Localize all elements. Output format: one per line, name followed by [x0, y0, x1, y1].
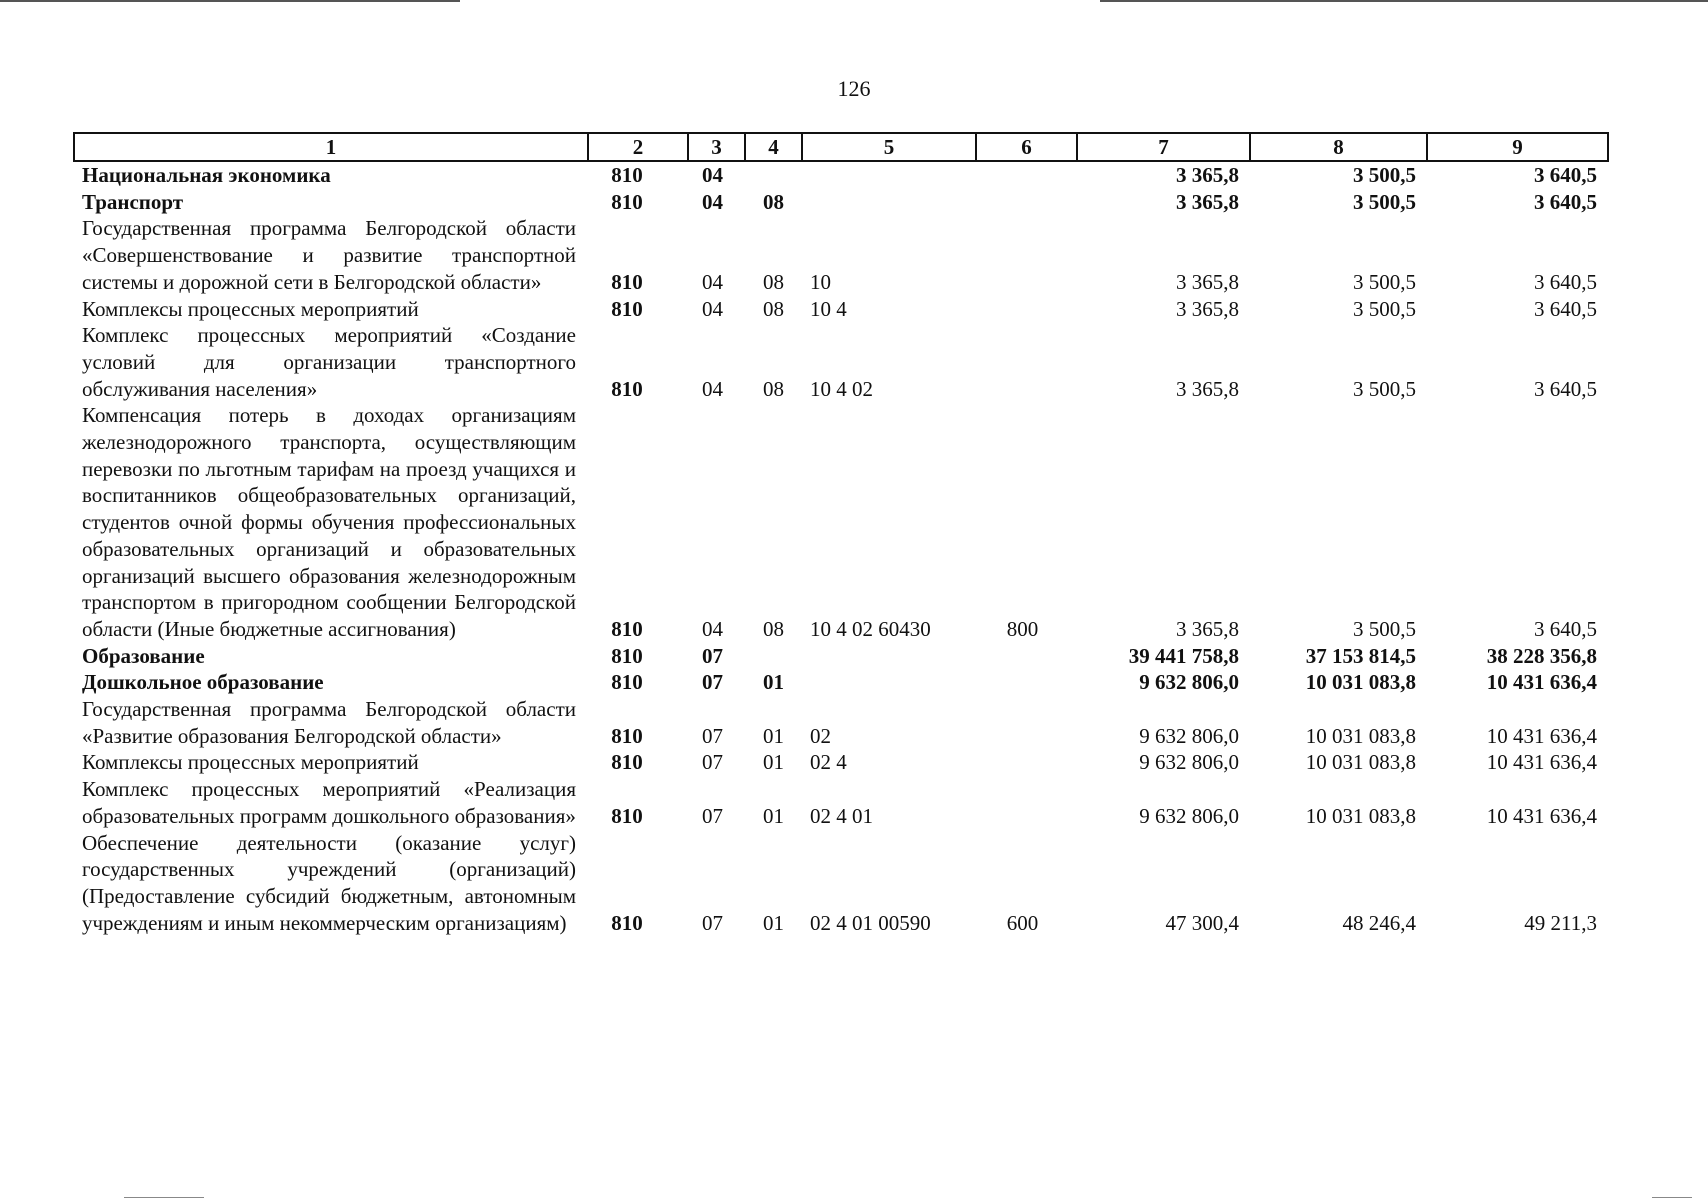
- table-row: [74, 749, 1608, 776]
- chapter-code: 04: [702, 376, 723, 401]
- table-body: [74, 161, 1608, 936]
- table-row: [74, 669, 1608, 696]
- section-code: 810: [611, 643, 643, 668]
- row-name: Национальная экономика: [82, 163, 331, 187]
- amount-year-1: 9 632 806,0: [1139, 803, 1239, 828]
- target-article-code: 02 4 01 00590: [810, 910, 931, 935]
- subsection-code: 08: [763, 189, 784, 214]
- chapter-code: 07: [702, 670, 723, 695]
- chapter-code: 04: [702, 189, 723, 214]
- expense-type-code: [976, 189, 1077, 216]
- budget-table: [73, 132, 1609, 936]
- amount-year-1: 3 365,8: [1176, 163, 1239, 187]
- expense-type-code: [976, 322, 1077, 402]
- section-code: 810: [611, 163, 643, 187]
- row-name: Компенсация потерь в доходах организациям железнодорожного транспорта, осуществляющим перевозки по льготным тарифам на проезд учащихся и воспитанников общеобразовательных организаций, студентов очной формы обучения профессиональных образовательных организаций и образовательных организаций высшего образования железнодорожным транспортом в пригородном сообщении Белгородской области (Иные бюджетные ассигнования): [82, 403, 576, 641]
- amount-year-1: 3 365,8: [1176, 376, 1239, 401]
- amount-year-2: 10 031 083,8: [1305, 723, 1416, 748]
- section-code: 810: [611, 616, 643, 641]
- amount-year-3: 49 211,3: [1524, 910, 1597, 935]
- column-header: 1: [74, 133, 588, 161]
- amount-year-3: 10 431 636,4: [1486, 670, 1597, 695]
- chapter-code: 04: [702, 163, 723, 187]
- chapter-code: 07: [702, 750, 723, 775]
- column-header: 8: [1250, 133, 1427, 161]
- table-row: [74, 322, 1608, 402]
- target-article-code: 02 4: [810, 750, 847, 775]
- row-name: Транспорт: [82, 189, 184, 214]
- target-article-code: 10 4 02: [810, 376, 873, 401]
- amount-year-3: 10 431 636,4: [1486, 750, 1597, 775]
- subsection-code: 01: [763, 750, 784, 775]
- amount-year-1: 47 300,4: [1165, 910, 1239, 935]
- row-name: Комплекс процессных мероприятий «Реализация образовательных программ дошкольного образования»: [82, 777, 576, 828]
- target-article-code: [802, 643, 976, 670]
- target-article-code: [802, 669, 976, 696]
- subsection-code: 01: [763, 803, 784, 828]
- amount-year-1: 3 365,8: [1176, 189, 1239, 214]
- amount-year-3: 3 640,5: [1534, 269, 1597, 294]
- row-name: Государственная программа Белгородской области «Совершенствование и развитие транспортной системы и дорожной сети в Белгородской области»: [82, 216, 576, 294]
- amount-year-1: 3 365,8: [1176, 269, 1239, 294]
- row-name: Комплексы процессных мероприятий: [82, 296, 419, 321]
- amount-year-1: 9 632 806,0: [1139, 723, 1239, 748]
- expense-type-code: [976, 643, 1077, 670]
- target-article-code: 10: [810, 269, 831, 294]
- scan-edge-mark: [124, 1197, 204, 1198]
- column-header: 9: [1427, 133, 1608, 161]
- subsection-code: 01: [763, 670, 784, 695]
- amount-year-1: 3 365,8: [1176, 616, 1239, 641]
- amount-year-1: 9 632 806,0: [1139, 750, 1239, 775]
- subsection-code: [745, 643, 802, 670]
- amount-year-2: 10 031 083,8: [1305, 750, 1416, 775]
- chapter-code: 04: [702, 616, 723, 641]
- column-header: 7: [1077, 133, 1250, 161]
- section-code: 810: [611, 670, 643, 695]
- expense-type-code: 600: [1006, 910, 1039, 935]
- amount-year-2: 3 500,5: [1353, 616, 1416, 641]
- target-article-code: 02: [810, 723, 831, 748]
- table-row: [74, 161, 1608, 189]
- section-code: 810: [611, 910, 643, 935]
- table-row: [74, 643, 1608, 670]
- column-header: 2: [588, 133, 688, 161]
- amount-year-3: 10 431 636,4: [1486, 723, 1597, 748]
- row-name: Дошкольное образование: [82, 670, 324, 695]
- target-article-code: 10 4 02 60430: [810, 616, 931, 641]
- expense-type-code: [976, 296, 1077, 323]
- amount-year-3: 3 640,5: [1534, 189, 1597, 214]
- chapter-code: 07: [702, 910, 723, 935]
- table-row: [74, 830, 1608, 937]
- table-header: [74, 133, 1608, 161]
- amount-year-2: 3 500,5: [1353, 163, 1416, 187]
- chapter-code: 07: [702, 803, 723, 828]
- expense-type-code: [976, 215, 1077, 295]
- scan-edge-line: [1100, 0, 1708, 2]
- row-name: Обеспечение деятельности (оказание услуг) государственных учреждений (организаций) (Предоставление субсидий бюджетным, автономным учреждениям и иным некоммерческим организациям): [82, 830, 576, 935]
- row-name: Государственная программа Белгородской области «Развитие образования Белгородской области»: [82, 697, 576, 748]
- table-row: [74, 296, 1608, 323]
- expense-type-code: [976, 749, 1077, 776]
- column-header: 4: [745, 133, 802, 161]
- subsection-code: [745, 161, 802, 189]
- scan-edge-line: [0, 0, 460, 2]
- amount-year-3: 3 640,5: [1534, 376, 1597, 401]
- column-header: 3: [688, 133, 745, 161]
- amount-year-2: 3 500,5: [1353, 269, 1416, 294]
- amount-year-3: 3 640,5: [1534, 296, 1597, 321]
- header-row: [74, 133, 1608, 161]
- page-number: 126: [837, 76, 871, 101]
- section-code: 810: [611, 189, 643, 214]
- chapter-code: 04: [702, 269, 723, 294]
- section-code: 810: [611, 296, 643, 321]
- amount-year-3: 3 640,5: [1534, 616, 1597, 641]
- amount-year-2: 10 031 083,8: [1305, 670, 1416, 695]
- amount-year-1: 3 365,8: [1176, 296, 1239, 321]
- chapter-code: 04: [702, 296, 723, 321]
- table-row: [74, 215, 1608, 295]
- expense-type-code: 800: [1006, 616, 1039, 641]
- amount-year-2: 3 500,5: [1353, 296, 1416, 321]
- amount-year-1: 9 632 806,0: [1139, 670, 1239, 695]
- amount-year-2: 10 031 083,8: [1305, 803, 1416, 828]
- section-code: 810: [611, 803, 643, 828]
- chapter-code: 07: [702, 643, 723, 668]
- subsection-code: 01: [763, 723, 784, 748]
- section-code: 810: [611, 723, 643, 748]
- table-row: [74, 402, 1608, 642]
- section-code: 810: [611, 269, 643, 294]
- expense-type-code: [976, 161, 1077, 189]
- target-article-code: 02 4 01: [810, 803, 873, 828]
- expense-type-code: [976, 696, 1077, 749]
- amount-year-2: 3 500,5: [1353, 376, 1416, 401]
- section-code: 810: [611, 376, 643, 401]
- target-article-code: [802, 189, 976, 216]
- amount-year-2: 48 246,4: [1342, 910, 1416, 935]
- chapter-code: 07: [702, 723, 723, 748]
- row-name: Комплекс процессных мероприятий «Создание условий для организации транспортного обслуживания населения»: [82, 323, 576, 401]
- subsection-code: 08: [763, 269, 784, 294]
- table-row: [74, 776, 1608, 829]
- subsection-code: 08: [763, 376, 784, 401]
- target-article-code: [802, 161, 976, 189]
- row-name: Образование: [82, 643, 205, 668]
- target-article-code: 10 4: [810, 296, 847, 321]
- amount-year-1: 39 441 758,8: [1128, 643, 1239, 668]
- scan-edge-mark: [1652, 1197, 1692, 1198]
- subsection-code: 01: [763, 910, 784, 935]
- amount-year-2: 3 500,5: [1353, 189, 1416, 214]
- subsection-code: 08: [763, 296, 784, 321]
- subsection-code: 08: [763, 616, 784, 641]
- section-code: 810: [611, 750, 643, 775]
- expense-type-code: [976, 669, 1077, 696]
- table-row: [74, 696, 1608, 749]
- amount-year-3: 3 640,5: [1534, 163, 1597, 187]
- amount-year-3: 38 228 356,8: [1486, 643, 1597, 668]
- amount-year-2: 37 153 814,5: [1305, 643, 1416, 668]
- column-header: 6: [976, 133, 1077, 161]
- column-header: 5: [802, 133, 976, 161]
- row-name: Комплексы процессных мероприятий: [82, 750, 419, 775]
- expense-type-code: [976, 776, 1077, 829]
- amount-year-3: 10 431 636,4: [1486, 803, 1597, 828]
- table-row: [74, 189, 1608, 216]
